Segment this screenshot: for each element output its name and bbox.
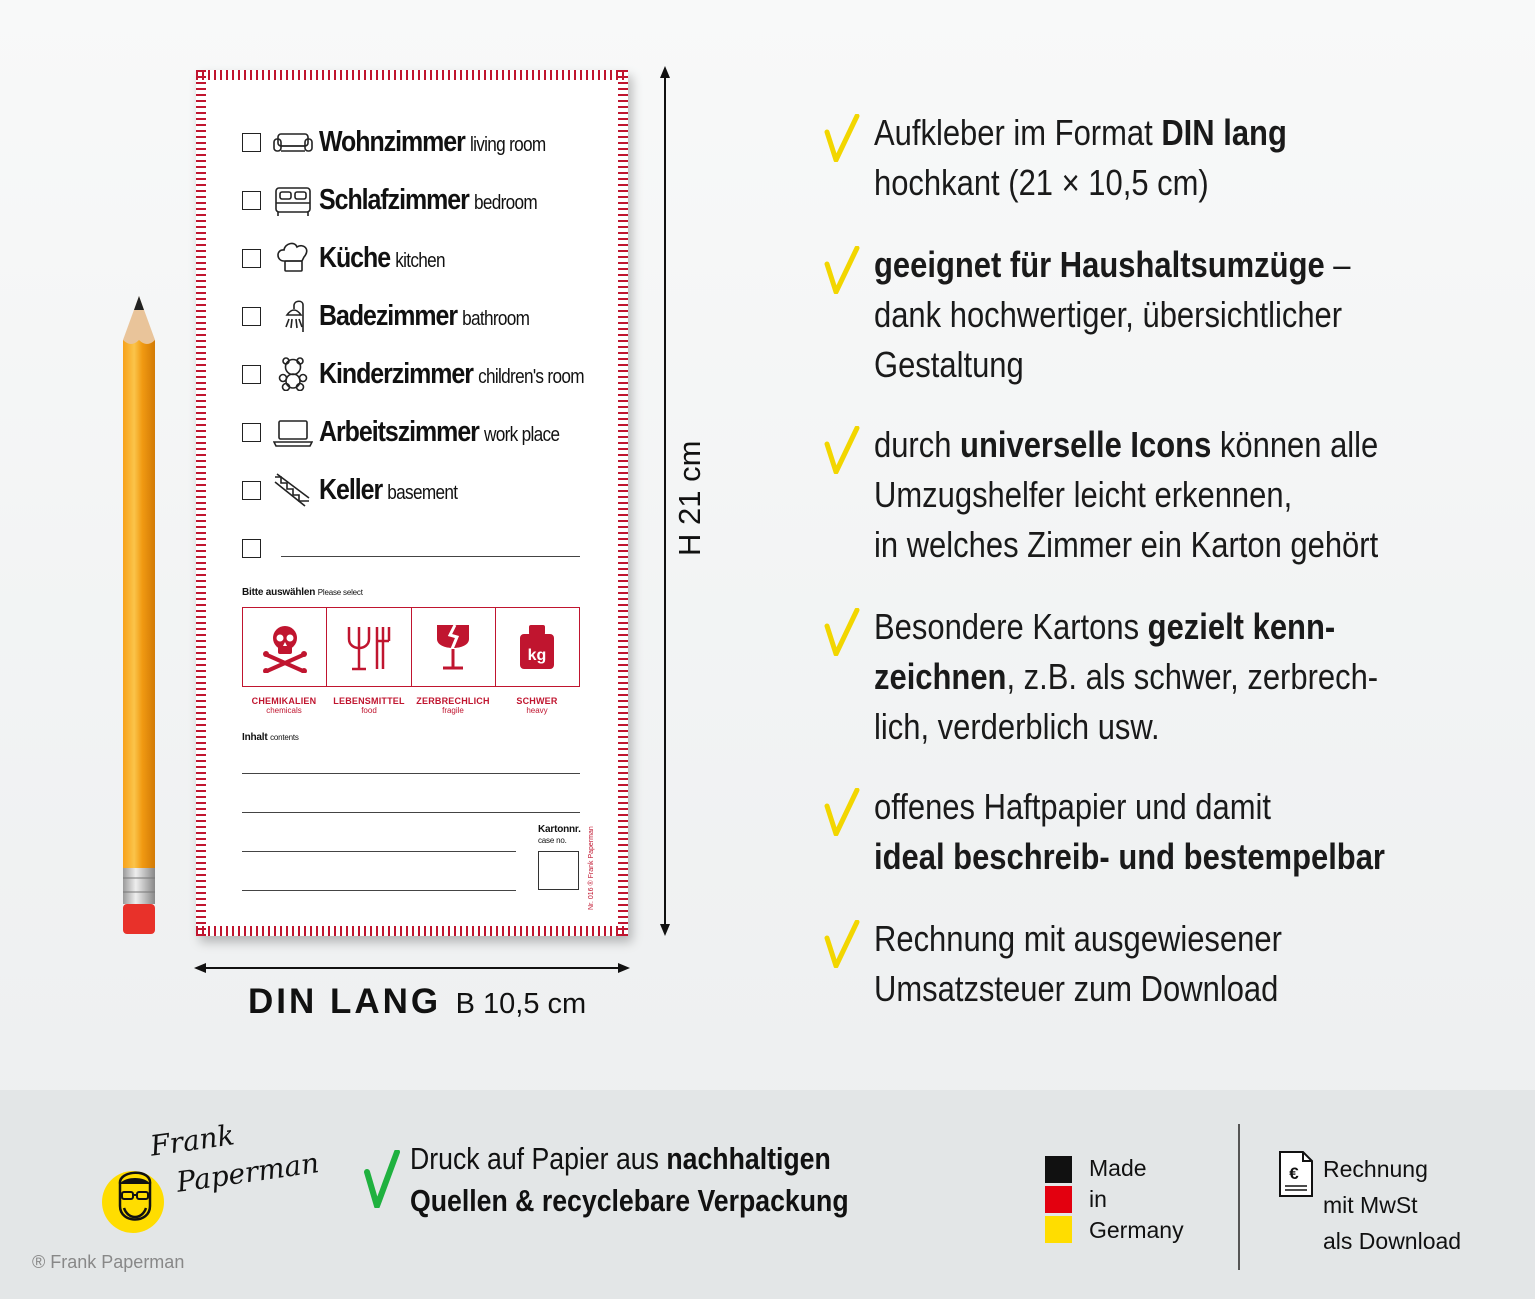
laptop-icon: [273, 415, 313, 449]
room-translation: bedroom: [473, 191, 538, 214]
weight-unit: kg: [528, 647, 547, 664]
hazard-caption: [495, 696, 579, 715]
hazard-chemicals[interactable]: [243, 608, 327, 686]
pencil-illustration: [120, 296, 158, 936]
hazard-grid: [242, 607, 580, 687]
label-border-bottom: [196, 926, 628, 936]
feature-text: [874, 782, 1459, 882]
bed-icon: [273, 183, 313, 217]
hazard-caption: [242, 696, 326, 715]
hazard-de: CHEMIKALIEN: [251, 696, 317, 706]
room-name: Schlafzimmer: [319, 183, 469, 216]
room-checkbox[interactable]: [242, 249, 261, 268]
eco-bold1: nachhaltigen: [666, 1141, 831, 1176]
room-row[interactable]: [242, 412, 598, 452]
made-in-germany: [1089, 1153, 1184, 1246]
case-no-de: Kartonnr.: [538, 824, 581, 835]
case-no-en: case no.: [538, 836, 567, 845]
chef-hat-icon: [273, 241, 313, 275]
feature-item: [824, 420, 1464, 570]
teddy-bear-icon: [273, 357, 313, 391]
room-name: Wohnzimmer: [319, 125, 465, 158]
room-checkbox[interactable]: [242, 539, 261, 558]
label-border-top: [196, 70, 628, 80]
feature-text: [874, 914, 1459, 1014]
feature-part: , z.B. als schwer, zerbrech-: [1006, 656, 1379, 697]
feature-text: [874, 240, 1459, 390]
room-row[interactable]: [242, 296, 564, 336]
feature-item: [824, 914, 1464, 1014]
room-checkbox[interactable]: [242, 133, 261, 152]
feature-part: lich, verderblich usw.: [874, 706, 1160, 747]
yellow-check-icon: [824, 608, 860, 656]
feature-part: Umsatzsteuer zum Download: [874, 968, 1279, 1009]
invoice-line: mit MwSt: [1323, 1192, 1418, 1218]
custom-room-line[interactable]: [281, 556, 580, 557]
room-translation: living room: [469, 133, 546, 156]
feature-bold: ideal beschreib- und bestempelbar: [874, 836, 1385, 877]
feature-text: [874, 420, 1459, 570]
room-checkbox[interactable]: [242, 481, 261, 500]
room-name: Arbeitszimmer: [319, 415, 479, 448]
feature-text: [874, 108, 1459, 208]
stairs-icon: [273, 473, 313, 507]
hazard-en: fragile: [442, 706, 464, 715]
height-label: H 21 cm: [672, 440, 707, 556]
feature-part: durch: [874, 424, 961, 465]
contents-en: contents: [270, 733, 299, 742]
label-border-left: [196, 70, 206, 936]
feature-item: [824, 240, 1464, 390]
eco-prefix: Druck auf Papier aus: [410, 1141, 667, 1176]
room-row-custom[interactable]: [242, 528, 273, 568]
label-side-note: Nr. 016 ® Frank Paperman: [588, 826, 595, 910]
hazard-de: LEBENSMITTEL: [333, 696, 405, 706]
made-line: in: [1089, 1186, 1107, 1212]
eco-bold2: Quellen & recyclebare Verpackung: [410, 1183, 849, 1218]
room-checkbox[interactable]: [242, 307, 261, 326]
invoice-line: Rechnung: [1323, 1156, 1428, 1182]
hazard-en: heavy: [526, 706, 548, 715]
feature-part: können alle: [1211, 424, 1379, 465]
room-checkbox[interactable]: [242, 423, 261, 442]
feature-part: –: [1324, 244, 1351, 285]
select-title-de: Bitte auswählen: [242, 587, 316, 598]
feature-part: Gestaltung: [874, 344, 1024, 385]
feature-part: Rechnung mit ausgewiesener: [874, 918, 1282, 959]
feature-item: [824, 782, 1464, 882]
feature-part: Umzugshelfer leicht erkennen,: [874, 474, 1293, 515]
feature-part: in welches Zimmer ein Karton gehört: [874, 524, 1379, 565]
feature-item: [824, 602, 1464, 752]
made-line: Germany: [1089, 1217, 1184, 1243]
weight-icon: [513, 621, 561, 673]
contents-line[interactable]: [242, 812, 580, 813]
feature-bold: universelle Icons: [960, 424, 1212, 465]
feature-text: [874, 602, 1459, 752]
hazard-de: ZERBRECHLICH: [416, 696, 490, 706]
invoice-euro-icon: [1277, 1150, 1315, 1198]
invoice-line: als Download: [1323, 1228, 1462, 1254]
yellow-check-icon: [824, 246, 860, 294]
invoice-text: [1323, 1151, 1461, 1259]
hazard-en: food: [361, 706, 377, 715]
room-name: Kinderzimmer: [319, 357, 473, 390]
food-icon: [345, 621, 393, 673]
hazard-caption: [327, 696, 411, 715]
feature-part: Aufkleber im Format: [874, 112, 1162, 153]
room-translation: basement: [387, 481, 458, 504]
label-border-right: [618, 70, 628, 936]
width-arrow: [194, 958, 630, 978]
logo-line1: Frank: [148, 1118, 237, 1163]
room-name: Keller: [319, 473, 383, 506]
contents-title: [242, 732, 299, 743]
room-name: Badezimmer: [319, 299, 458, 332]
room-name: Küche: [319, 241, 391, 274]
hazard-caption: [411, 696, 495, 715]
room-checkbox[interactable]: [242, 365, 261, 384]
hazard-heavy[interactable]: [496, 608, 579, 686]
room-row[interactable]: [242, 354, 627, 394]
feature-part: Besondere Kartons: [874, 606, 1148, 647]
shower-icon: [273, 299, 313, 333]
flag-gold: [1045, 1216, 1072, 1243]
copyright: ® Frank Paperman: [32, 1252, 185, 1272]
flag-red: [1045, 1186, 1072, 1213]
hazard-food[interactable]: [327, 608, 411, 686]
feature-part: offenes Haftpapier und damit: [874, 786, 1272, 827]
moving-label: [196, 70, 628, 936]
made-line: Made: [1089, 1155, 1147, 1181]
logo-line2: Paperman: [174, 1146, 322, 1199]
eco-text: [410, 1138, 849, 1222]
select-title: [242, 587, 363, 598]
hazard-en: chemicals: [266, 706, 302, 715]
fragile-glass-icon: [429, 621, 477, 673]
feature-item: [824, 108, 1464, 208]
select-title-en: Please select: [317, 588, 363, 597]
contents-line[interactable]: [242, 851, 516, 852]
hazard-de: SCHWER: [516, 696, 558, 706]
eco-check-icon: [364, 1150, 400, 1208]
room-row[interactable]: [242, 122, 582, 162]
case-no-box[interactable]: [538, 851, 579, 890]
yellow-check-icon: [824, 920, 860, 968]
room-row[interactable]: [242, 238, 465, 278]
yellow-check-icon: [824, 114, 860, 162]
format-label: DIN LANG: [248, 982, 442, 1021]
room-checkbox[interactable]: [242, 191, 261, 210]
room-translation: bathroom: [462, 307, 530, 330]
feature-part: hochkant (21 × 10,5 cm): [874, 162, 1209, 203]
room-row[interactable]: [242, 180, 573, 220]
case-no-title: [538, 824, 581, 846]
room-translation: work place: [483, 423, 560, 446]
format-caption: [248, 982, 586, 1022]
sofa-icon: [273, 125, 313, 159]
contents-de: Inhalt: [242, 732, 268, 743]
feature-bold: gezielt kenn-: [1147, 606, 1336, 647]
contents-line[interactable]: [242, 890, 516, 891]
feature-part: dank hochwertiger, übersichtlicher: [874, 294, 1343, 335]
contents-line[interactable]: [242, 773, 580, 774]
yellow-check-icon: [824, 426, 860, 474]
hazard-fragile[interactable]: [412, 608, 496, 686]
skull-icon: [261, 621, 309, 673]
room-row[interactable]: [242, 470, 480, 510]
feature-bold: zeichnen: [874, 656, 1007, 697]
yellow-check-icon: [824, 788, 860, 836]
feature-bold: DIN lang: [1161, 112, 1287, 153]
flag-black: [1045, 1156, 1072, 1183]
svg-text:€: €: [1289, 1164, 1299, 1183]
footer-divider: [1238, 1124, 1240, 1270]
frank-paperman-face-icon: [100, 1162, 170, 1236]
feature-bold: geeignet für Haushaltsumzüge: [874, 244, 1325, 285]
room-translation: kitchen: [395, 249, 445, 272]
width-label: B 10,5 cm: [455, 988, 587, 1020]
room-translation: children's room: [478, 365, 584, 388]
